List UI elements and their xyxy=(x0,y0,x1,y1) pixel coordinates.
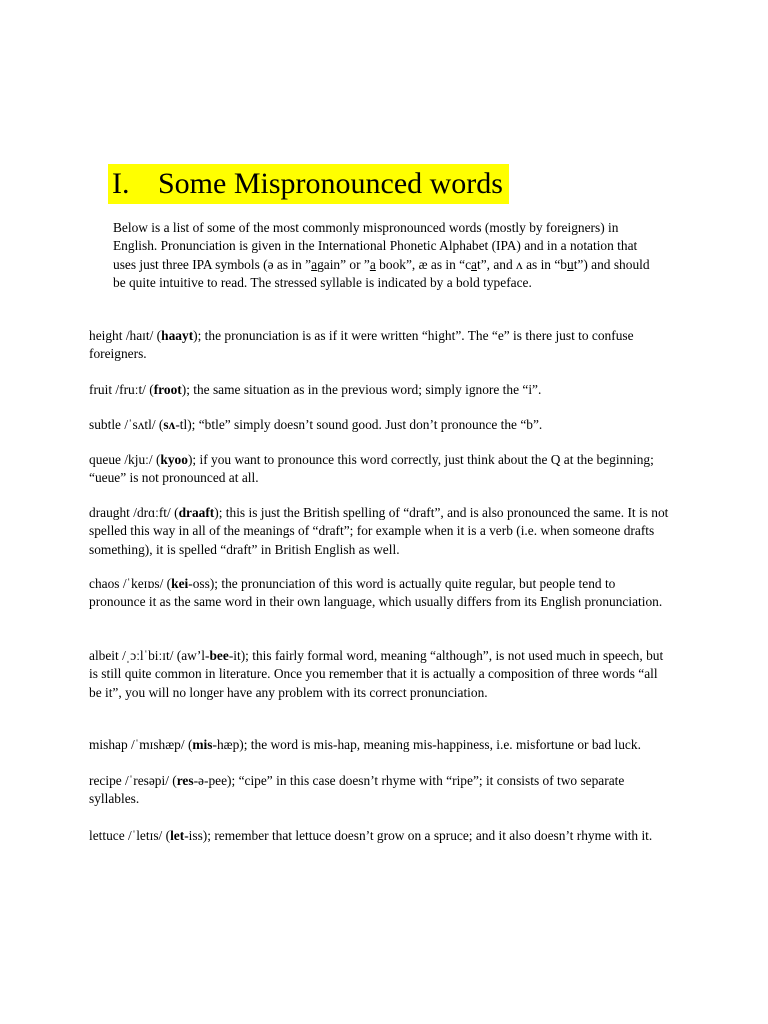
word-entry xyxy=(89,647,669,702)
entry-stress: haayt xyxy=(161,328,194,343)
word-entry xyxy=(89,736,669,754)
entry-stress: res xyxy=(176,773,194,788)
intro-underlined: a xyxy=(369,256,376,272)
section-number: I. xyxy=(112,167,130,200)
word-entry xyxy=(89,575,669,612)
entry-stress: draaft xyxy=(178,505,215,520)
intro-underlined: u xyxy=(566,256,574,272)
entry-text: -tl); “btle” simply doesn’t sound good. Just don’t pronounce the “b”. xyxy=(175,417,543,432)
intro-text: Below is a list of some of the most commonly mispronounced words (mostly by foreigners) in English. Pronunciation is given in the International Phonetic Alphabet (IPA) and in a notation that uses just three IPA symbols (ə as in ” xyxy=(113,220,638,272)
intro-paragraph xyxy=(113,219,653,292)
entry-text: albeit /ˌɔːlˈbiːɪt/ (aw’l- xyxy=(89,648,210,663)
word-entry xyxy=(89,772,669,809)
section-title: Some Mispronounced words xyxy=(158,167,503,200)
word-entry xyxy=(89,504,669,559)
entry-text: ); the same situation as in the previous word; simply ignore the “i”. xyxy=(181,382,542,397)
entry-text: height /haɪt/ ( xyxy=(89,328,162,343)
entry-text: -oss); the pronunciation of this word is actually quite regular, but people tend to pronounce it as the same word in their own language, which usually differs from its English pronunciation. xyxy=(89,576,663,610)
word-entry xyxy=(89,381,669,399)
entry-stress: sʌ xyxy=(163,417,176,432)
word-entry xyxy=(89,451,669,488)
entry-text: -ə-pee); “cipe” in this case doesn’t rhyme with “ripe”; it consists of two separate syllables. xyxy=(89,773,625,807)
entry-stress: kei xyxy=(171,576,189,591)
entry-stress: let xyxy=(170,828,185,843)
section-heading xyxy=(108,164,509,204)
entry-text: recipe /ˈresəpi/ ( xyxy=(89,773,177,788)
word-entry xyxy=(89,416,669,434)
entry-text: -hæp); the word is mis-hap, meaning mis-happiness, i.e. misfortune or bad luck. xyxy=(212,737,641,752)
word-entry xyxy=(89,827,669,845)
entry-stress: froot xyxy=(153,382,182,397)
entry-text: -iss); remember that lettuce doesn’t grow on a spruce; and it also doesn’t rhyme with it. xyxy=(184,828,653,843)
entry-text: mishap /ˈmɪshæp/ ( xyxy=(89,737,193,752)
intro-text: gain” or ” xyxy=(317,256,370,272)
entry-text: fruit /fruːt/ ( xyxy=(89,382,154,397)
entry-text: ); this is just the British spelling of “draft”, and is also pronounced the same. It is not spelled this way in all of the meanings of “draft”; for example when it is a verb (i.e. when someone drafts something), it is spelled “draft” in British English as well. xyxy=(89,505,669,557)
intro-text: book”, æ as in “c xyxy=(375,256,472,272)
entry-text: subtle /ˈsʌtl/ ( xyxy=(89,417,164,432)
intro-text: t”) and should be quite intuitive to read. The stressed syllable is indicated by a bold typeface. xyxy=(113,256,650,290)
word-entry xyxy=(89,327,669,364)
entry-stress: mis xyxy=(192,737,213,752)
entry-text: ); if you want to pronounce this word correctly, just think about the Q at the beginning; “ueue” is not pronounced at all. xyxy=(89,452,654,486)
intro-underlined: a xyxy=(311,256,318,272)
entry-text: queue /kjuː/ ( xyxy=(89,452,161,467)
entry-stress: kyoo xyxy=(160,452,188,467)
entry-text: chaos /ˈkeɪɒs/ ( xyxy=(89,576,172,591)
intro-underlined: a xyxy=(471,256,477,272)
entry-text: ); the pronunciation is as if it were written “hight”. The “e” is there just to confuse foreigners. xyxy=(89,328,634,362)
entry-text: -it); this fairly formal word, meaning “although”, is not used much in speech, but is still quite common in literature. Once you remember that it is actually a composition of three words “all be it”, you will no longer have any problem with its correct pronunciation. xyxy=(89,648,664,700)
entry-text: lettuce /ˈletɪs/ ( xyxy=(89,828,171,843)
entry-stress: bee xyxy=(209,648,229,663)
entry-text: draught /drɑːft/ ( xyxy=(89,505,179,520)
intro-text: t”, and ʌ as in “b xyxy=(476,256,567,272)
